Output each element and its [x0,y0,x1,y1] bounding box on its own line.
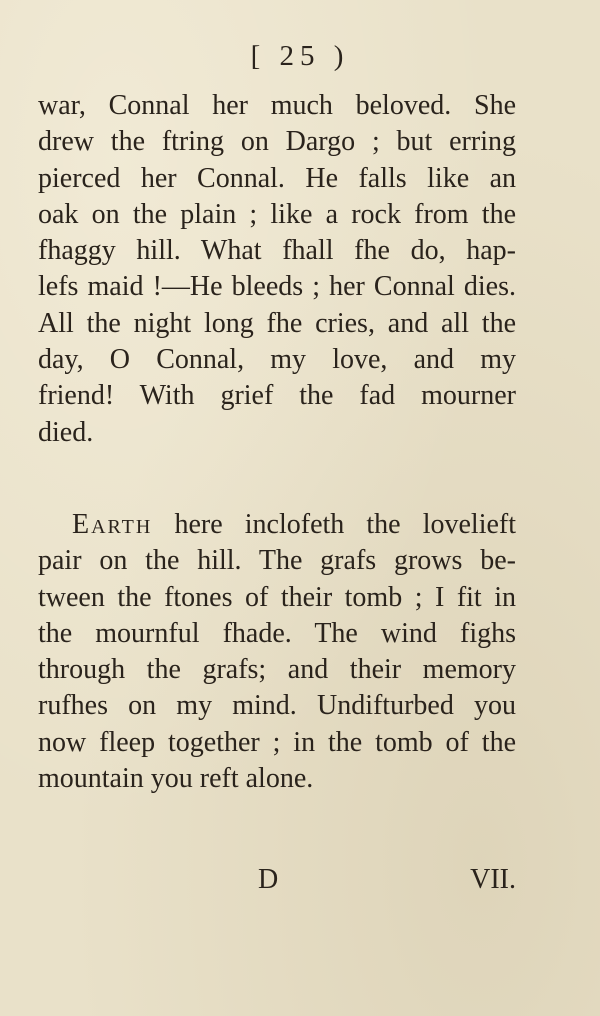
text-line: friend! With grief the fad mourner [38,380,516,412]
signature-mark: D [258,864,279,895]
text-line: now fleep together ; in the tomb of the [38,726,516,758]
text-line: pair on the hill. The grafs grows be- [38,545,516,577]
paragraph-1 [38,88,516,451]
text-line: war, Connal her much beloved. She [38,90,516,121]
text-line: lefs maid !—He bleeds ; her Connal dies. [38,271,516,303]
text-line: pierced her Connal. He falls like an [38,162,516,194]
text-line [38,507,516,543]
paragraph-opening-word: Earth [72,509,153,540]
text-line: fhaggy hill. What fhall fhe do, hap- [38,235,516,267]
text-line: the mournful fhade. The wind fighs [38,617,516,649]
text-line: drew the ftring on Dargo ; but erring [38,126,516,158]
text-line: day, O Connal, my love, and my [38,344,516,376]
text-line: rufhes on my mind. Undifturbed you [38,690,516,722]
footer [0,864,600,904]
text-line: All the night long fhe cries, and all the [38,307,516,339]
page-number: [ 25 ) [250,40,350,72]
text-line: mountain you reft alone. [38,763,314,795]
text-line: died. [38,416,94,448]
paragraph-2 [38,507,516,797]
text-line: through the grafs; and their memory [38,654,516,686]
text-line: tween the ftones of their tomb ; I fit in [38,581,516,613]
catchword: VII. [470,864,516,895]
first-line-text: here inclofeth the lovelieft [174,509,516,540]
text-line: oak on the plain ; like a rock from the [38,198,516,230]
